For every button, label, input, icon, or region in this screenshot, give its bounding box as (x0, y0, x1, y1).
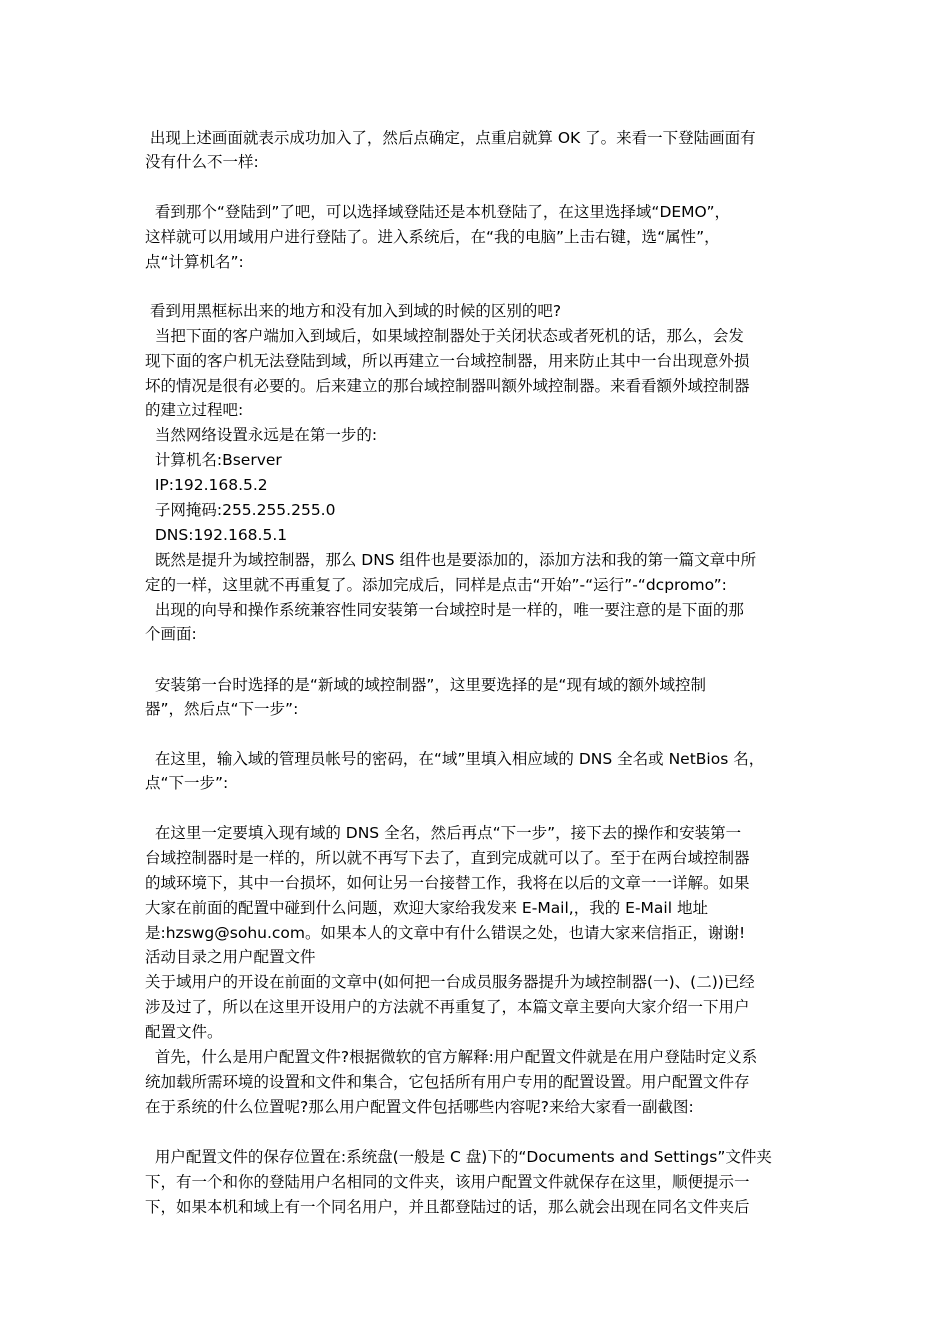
text-line: 是:hzswg@sohu.com。如果本人的文章中有什么错误之处，也请大家来信指正，谢谢! (145, 924, 746, 942)
text-line: 台域控制器时是一样的，所以就不再写下去了，直到完成就可以了。至于在两台域控制器 (145, 849, 750, 867)
text-line: 出现的向导和操作系统兼容性同安装第一台域控时是一样的，唯一要注意的是下面的那 (145, 601, 744, 619)
text-line: 的域环境下，其中一台损坏，如何让另一台接替工作，我将在以后的文章一一详解。如果 (145, 874, 750, 892)
text-line: IP:192.168.5.2 (145, 476, 268, 494)
text-line: 点“下一步”: (145, 774, 229, 792)
text-line: 点“计算机名”: (145, 253, 244, 271)
text-line: 个画面: (145, 625, 197, 643)
text-line: 现下面的客户机无法登陆到域，所以再建立一台域控制器，用来防止其中一台出现意外损 (145, 352, 750, 370)
text-line: 配置文件。 (145, 1023, 223, 1041)
text-line: 没有什么不一样: (145, 153, 259, 171)
text-line: DNS:192.168.5.1 (145, 526, 288, 544)
text-line: 坏的情况是很有必要的。后来建立的那台域控制器叫额外域控制器。来看看额外域控制器 (145, 377, 750, 395)
text-line: 定的一样，这里就不再重复了。添加完成后，同样是点击“开始”-“运行”-“dcpromo”: (145, 576, 727, 594)
text-line: 计算机名:Bserver (145, 451, 282, 469)
text-line: 涉及过了，所以在这里开设用户的方法就不再重复了，本篇文章主要向大家介绍一下用户 (145, 998, 750, 1016)
text-line: 下，有一个和你的登陆用户名相同的文件夹，该用户配置文件就保存在这里，顺便提示一 (145, 1173, 750, 1191)
text-line: 在这里一定要填入现有域的 DNS 全名，然后再点“下一步”，接下去的操作和安装第一 (145, 824, 742, 842)
text-line: 安装第一台时选择的是“新域的域控制器”，这里要选择的是“现有域的额外域控制 (145, 676, 706, 694)
text-line: 当把下面的客户端加入到域后，如果域控制器处于关闭状态或者死机的话，那么，会发 (145, 327, 744, 345)
text-line: 出现上述画面就表示成功加入了，然后点确定，点重启就算 OK 了。来看一下登陆画面有 (145, 129, 756, 147)
text-line: 看到那个“登陆到”了吧，可以选择域登陆还是本机登陆了，在这里选择域“DEMO”， (145, 203, 731, 221)
text-line: 既然是提升为域控制器，那么 DNS 组件也是要添加的，添加方法和我的第一篇文章中所 (145, 551, 757, 569)
text-line: 统加载所需环境的设置和文件和集合，它包括所有用户专用的配置设置。用户配置文件存 (145, 1073, 750, 1091)
text-line: 用户配置文件的保存位置在:系统盘(一般是 C 盘)下的“Documents and Settings”文件夹 (145, 1148, 772, 1166)
text-line: 大家在前面的配置中碰到什么问题，欢迎大家给我发来 E-Mail,，我的 E-Mail 地址 (145, 899, 708, 917)
text-line: 的建立过程吧: (145, 401, 244, 419)
text-line: 器”，然后点“下一步”: (145, 700, 299, 718)
text-line: 首先，什么是用户配置文件?根据微软的官方解释:用户配置文件就是在用户登陆时定义系 (145, 1048, 758, 1066)
text-line: 子网掩码:255.255.255.0 (145, 501, 336, 519)
text-line: 这样就可以用域用户进行登陆了。进入系统后，在“我的电脑”上击右键，选“属性”， (145, 228, 720, 246)
text-line: 在这里，输入域的管理员帐号的密码，在“域”里填入相应域的 DNS 全名或 NetBios 名， (145, 750, 765, 768)
text-line: 关于域用户的开设在前面的文章中(如何把一台成员服务器提升为域控制器(一)、(二))已经 (145, 973, 755, 991)
text-line: 当然网络设置永远是在第一步的: (145, 426, 378, 444)
text-line: 在于系统的什么位置呢?那么用户配置文件包括哪些内容呢?来给大家看一副截图: (145, 1098, 694, 1116)
text-line: 下，如果本机和域上有一个同名用户，并且都登陆过的话，那么就会出现在同名文件夹后 (145, 1198, 750, 1216)
section-heading: 活动目录之用户配置文件 (145, 948, 316, 966)
text-line: 看到用黑框标出来的地方和没有加入到域的时候的区别的吧? (145, 302, 562, 320)
